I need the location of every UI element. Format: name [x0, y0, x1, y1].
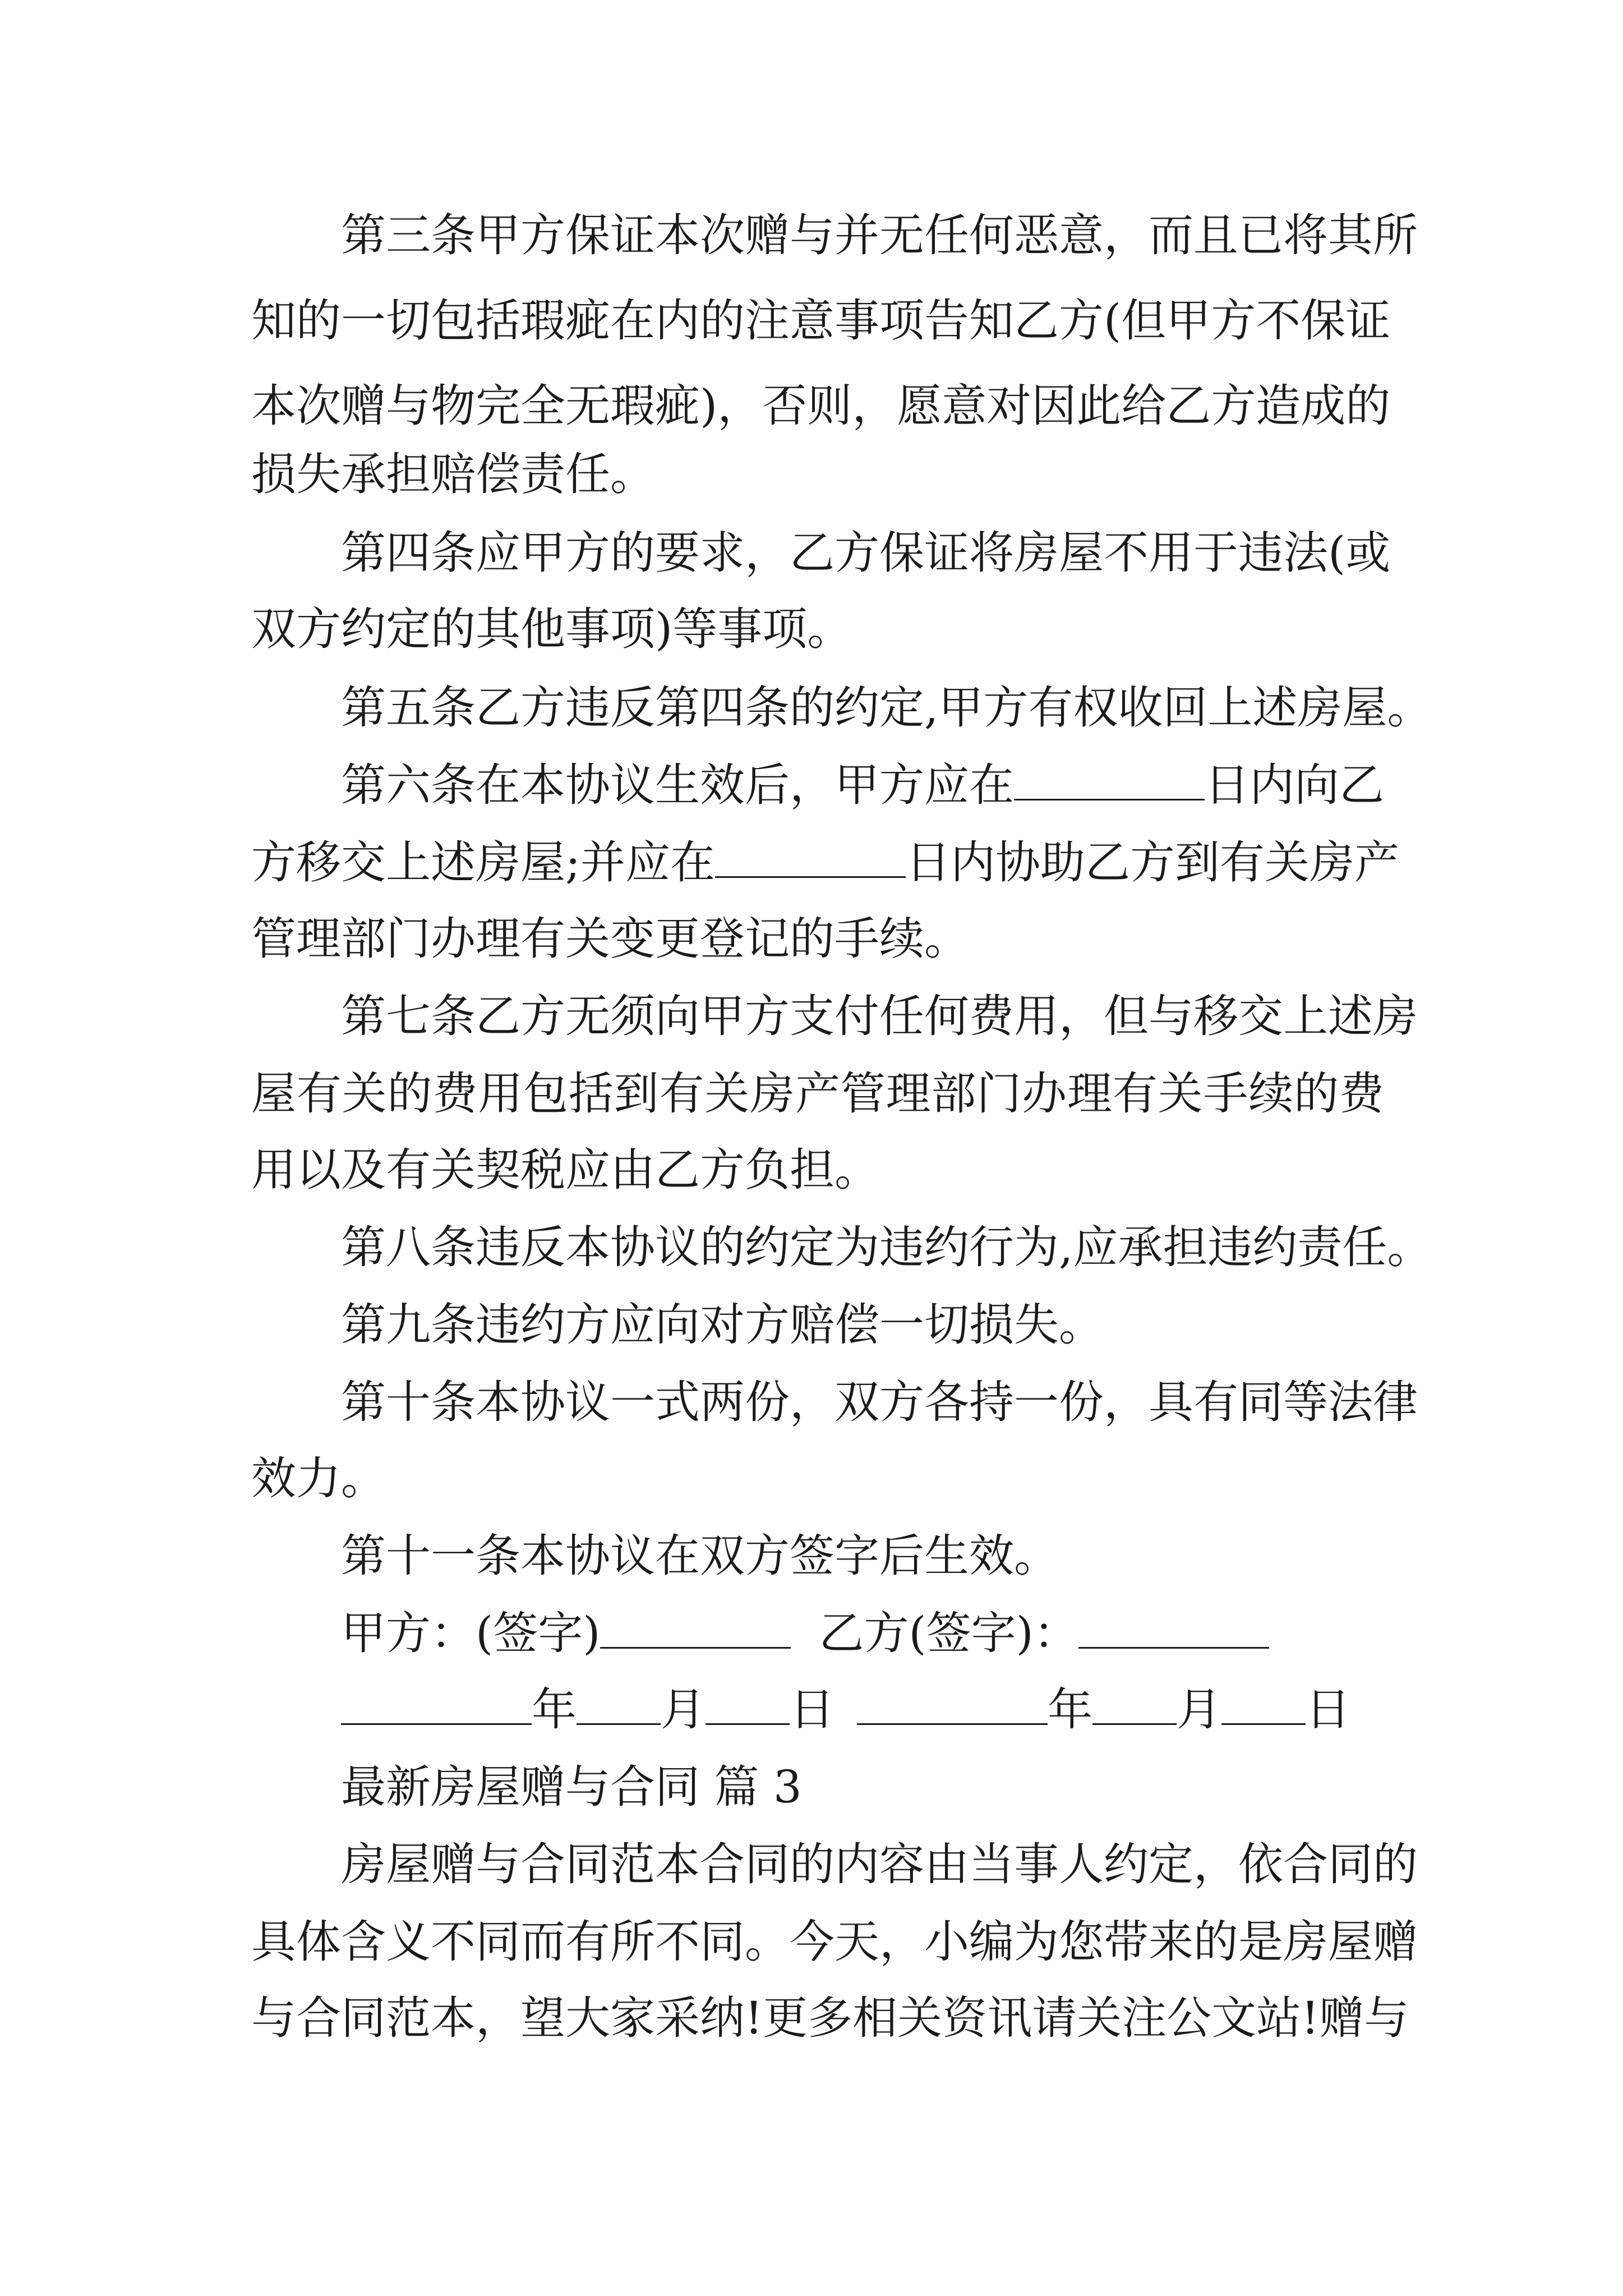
party-b-month-blank — [1092, 1684, 1177, 1725]
party-a-year-blank — [341, 1684, 532, 1725]
intro-line-3: 与合同范本，望大家采纳!更多相关资讯请关注公文站!赠与 — [251, 1992, 1409, 2044]
article-8: 第八条违反本协议的约定为违约行为,应承担违约责任。 — [341, 1221, 1432, 1273]
party-a-month-blank — [577, 1684, 661, 1725]
party-a-day-label: 日 — [790, 1683, 834, 1736]
party-a-signature-blank — [600, 1608, 791, 1649]
article-6-blank-days-1 — [1014, 760, 1205, 800]
article-3-line-4: 损失承担赔偿责任。 — [251, 448, 655, 500]
article-3-line-2: 知的一切包括瑕疵在内的注意事项告知乙方(但甲方不保证 — [251, 295, 1391, 347]
party-a-year-label: 年 — [532, 1683, 577, 1736]
party-a-day-blank — [706, 1684, 790, 1725]
article-9: 第九条违约方应向对方赔偿一切损失。 — [341, 1299, 1104, 1351]
party-a-signature-label: 甲方：(签字) — [341, 1607, 601, 1659]
article-7-line-1: 第七条乙方无须向甲方支付任何费用，但与移交上述房 — [341, 990, 1418, 1042]
party-a-month-label: 月 — [661, 1683, 706, 1736]
article-7-line-3: 用以及有关契税应由乙方负担。 — [251, 1144, 879, 1196]
party-b-day-blank — [1221, 1684, 1306, 1725]
article-6-line-1 — [341, 757, 1384, 813]
date-row — [341, 1682, 1350, 1738]
article-6-text-c: 方移交上述房屋;并应在 — [251, 836, 715, 889]
party-b-signature-label: 乙方(签字)： — [819, 1607, 1078, 1659]
signature-row — [341, 1605, 1269, 1662]
party-b-year-blank — [857, 1684, 1048, 1725]
article-11: 第十一条本协议在双方签字后生效。 — [341, 1530, 1059, 1582]
article-3-line-3: 本次赠与物完全无瑕疵)，否则，愿意对因此给乙方造成的 — [251, 380, 1391, 432]
intro-line-1: 房屋赠与合同范本合同的内容由当事人约定，依合同的 — [341, 1838, 1418, 1890]
intro-line-2: 具体含义不同而有所不同。今天，小编为您带来的是房屋赠 — [251, 1916, 1418, 1968]
article-7-line-2: 屋有关的费用包括到有关房产管理部门办理有关手续的费 — [251, 1068, 1384, 1120]
article-10-line-1: 第十条本协议一式两份，双方各持一份，具有同等法律 — [341, 1376, 1418, 1428]
party-b-day-label: 日 — [1306, 1683, 1350, 1736]
article-5: 第五条乙方违反第四条的约定,甲方有权收回上述房屋。 — [341, 682, 1432, 734]
section-title: 最新房屋赠与合同 篇 3 — [341, 1761, 802, 1813]
article-6-text-b: 日内向乙 — [1205, 759, 1384, 811]
article-10-line-2: 效力。 — [251, 1452, 386, 1504]
article-6-text-a: 第六条在本协议生效后，甲方应在 — [341, 759, 1014, 811]
article-6-blank-days-2 — [715, 837, 906, 878]
article-6-text-d: 日内协助乙方到有关房产 — [905, 836, 1399, 889]
party-b-signature-blank — [1078, 1608, 1269, 1649]
party-b-month-label: 月 — [1177, 1683, 1221, 1736]
article-4-line-2: 双方约定的其他事项)等事项。 — [251, 603, 852, 655]
article-4-line-1: 第四条应甲方的要求，乙方保证将房屋不用于违法(或 — [341, 527, 1391, 579]
party-b-year-label: 年 — [1048, 1683, 1092, 1736]
article-6-line-2 — [251, 835, 1399, 891]
article-6-line-3: 管理部门办理有关变更登记的手续。 — [251, 913, 969, 965]
article-3-line-1: 第三条甲方保证本次赠与并无任何恶意，而且已将其所 — [341, 209, 1418, 261]
